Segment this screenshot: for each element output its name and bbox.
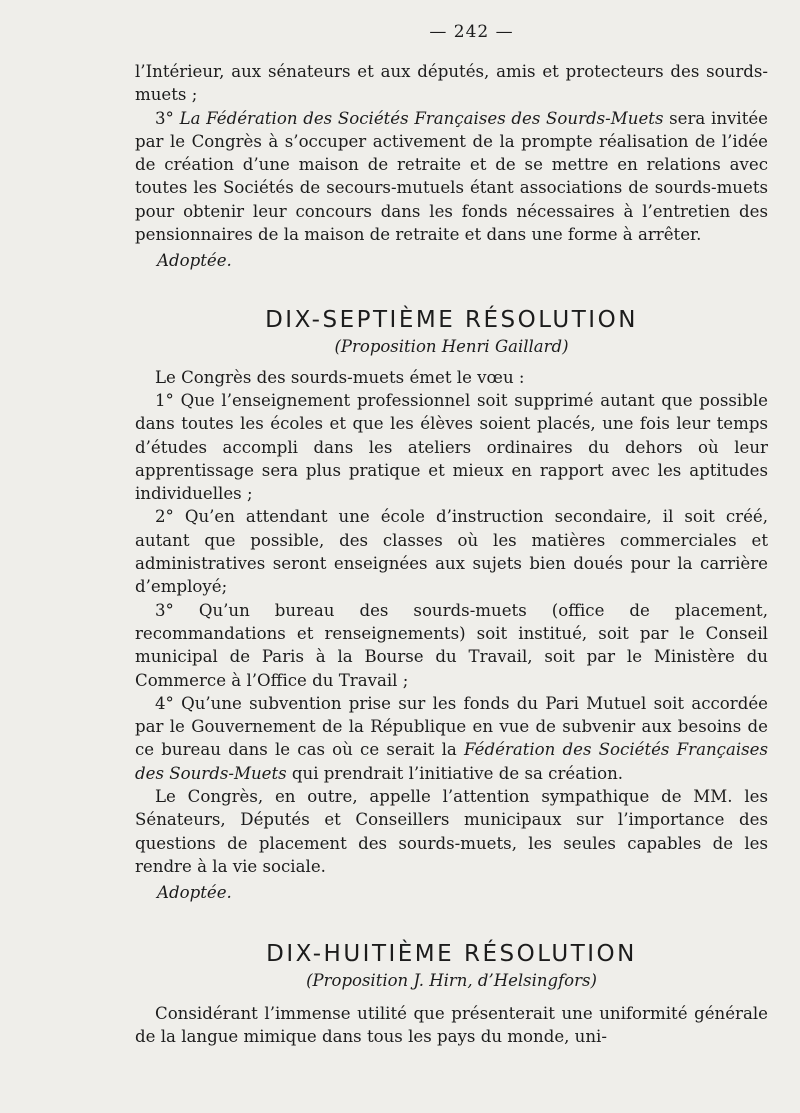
federation-name: La Fédération des Sociétés Françaises des Sourds-Muets: [179, 108, 664, 128]
page-number: — 242 —: [429, 22, 514, 42]
item-number: 3°: [155, 108, 180, 128]
resolution-17-item-1: 1° Que l’enseignement professionnel soit supprimé autant que possible dans toutes les écoles et que les élèves soient placés, une fois leur temps d’études accompli dans les ateliers ordinaires du dehors où leur apprentissage sera plus pratique et mieux en rapport avec les aptitudes individuelles ;: [135, 390, 768, 504]
item-4-text: 4° Qu’une subvention prise sur les fonds du Pari Mutuel soit accordée par le Gouvernement de la République en vue de subvenir aux besoins de ce bureau dans le cas où ce serait la: [135, 693, 768, 760]
resolution-18-intro: Considérant l’immense utilité que présenterait une uniformité générale de la langue mimique dans tous les pays du monde, uni-: [135, 1003, 768, 1046]
resolution-17-heading: DIX-SEPTIÈME RÉSOLUTION: [265, 306, 638, 333]
paragraph-continuation: l’Intérieur, aux sénateurs et aux députés, amis et protecteurs des sourds-muets ;: [135, 62, 768, 105]
paragraph-text: sera invitée par le Congrès à s’occuper activement de la prompte réalisation de l’idée de création d’une maison de retraite et de se mettre en relations avec toutes les Sociétés de secours-mutuels étant associations de sourds-muets pour obtenir leur concours dans les fonds nécessaires à l’entretien des pensionnaires de la maison de retraite et dans une forme à arrêter.: [135, 108, 769, 245]
adopted-label: Adoptée.: [157, 883, 232, 903]
resolution-17-subheading: (Proposition Henri Gaillard): [334, 336, 569, 356]
resolution-17-item-2: 2° Qu’en attendant une école d’instruction secondaire, il soit créé, autant que possible, des classes où les matières commerciales et administratives seront enseignées aux sujets bien doués pour la carrière d’employé;: [135, 507, 768, 597]
resolution-17-body: [135, 366, 768, 905]
resolution-17-item-3: 3° Qu’un bureau des sourds-muets (office de placement, recommandations et renseignements) soit institué, soit par le Conseil municipal de Paris à la Bourse du Travail, soit par le Ministère du Commerce à l’Office du Travail ;: [135, 600, 768, 690]
federation-name: Fédération des Sociétés Françaises des Sourds-Muets: [135, 740, 768, 783]
adopted-label: Adoptée.: [157, 251, 232, 271]
resolution-18-heading: DIX-HUITIÈME RÉSOLUTION: [266, 940, 637, 967]
top-block: [135, 60, 768, 273]
resolution-17-item-4: [135, 692, 768, 785]
resolution-17-intro: Le Congrès des sourds-muets émet le vœu :: [155, 367, 525, 387]
resolution-18-subheading: (Proposition J. Hirn, d’Helsingfors): [306, 970, 597, 990]
resolution-17-closing: Le Congrès, en outre, appelle l’attention sympathique de MM. les Sénateurs, Députés et Conseillers municipaux sur l’importance des questions de placement des sourds-muets, les seules capables de les rendre à la vie sociale.: [135, 787, 768, 876]
item-4-rest: qui prendrait l’initiative de sa création.: [286, 763, 624, 783]
paragraph-federation: [135, 107, 768, 247]
resolution-18-body: [135, 1002, 768, 1049]
